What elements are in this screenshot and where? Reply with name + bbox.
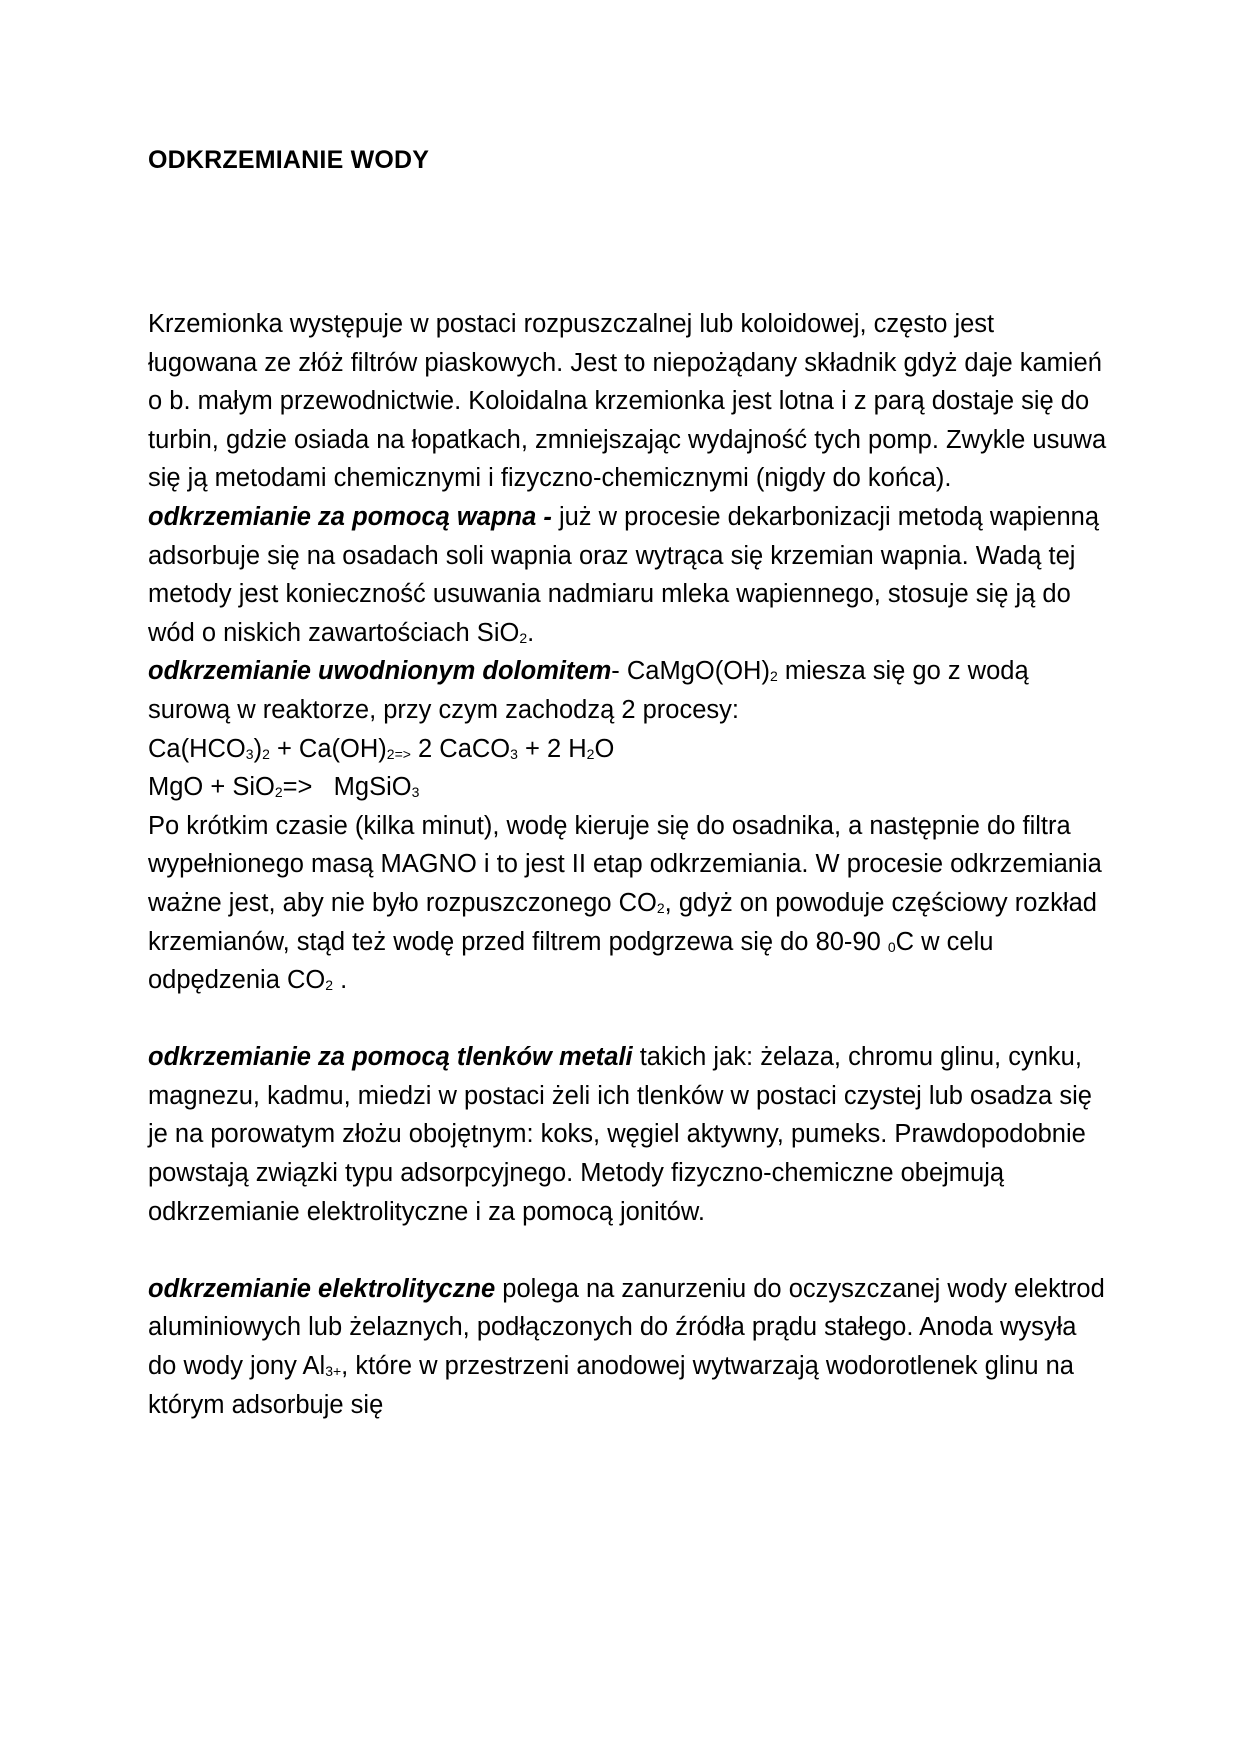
term-oxides: odkrzemianie za pomocą tlenków metali xyxy=(148,1043,633,1072)
process-text: Po krótkim czasie (kilka minut), wodę kieruje się do osadnika, a następnie do filtra wypełnionego masą MAGNO i to jest II etap odkrzemiania. W procesie odkrzemiania ważne jest, aby nie było rozpuszczonego CO xyxy=(148,811,1102,917)
term-electro: odkrzemianie elektrolityczne xyxy=(148,1274,496,1303)
paragraph-lime xyxy=(148,498,1108,652)
eq2-part: MgO + SiO xyxy=(148,773,275,802)
eq1-arrow: => xyxy=(394,745,411,762)
term-lime: odkrzemianie za pomocą wapna - xyxy=(148,502,552,531)
eq2-sub: 2 xyxy=(274,784,283,801)
eq1-part: 2 CaCO xyxy=(410,734,511,763)
process-sub: 0 xyxy=(887,938,896,955)
process-text: . xyxy=(333,966,348,995)
equation-1 xyxy=(148,730,1108,769)
intro-text: Krzemionka występuje w postaci rozpuszczalnej lub koloidowej, często jest ługowana ze złóż filtrów piaskowych. Jest to niepożądany składnik gdyż daje kamień o b. małym przewodnictwie. Koloidalna krzemionka jest lotna i z parą dostaje się do turbin, gdzie osiada na łopatkach, zmniejszając wydajność tych pomp. Zwykle usuwa się ją metodami chemicznymi i fizyczno-chemicznymi (nigdy do końca). xyxy=(148,310,1107,493)
paragraph-oxides xyxy=(148,1038,1108,1231)
eq1-part: O xyxy=(594,734,615,763)
eq1-part: ) xyxy=(253,734,263,763)
paragraph-gap xyxy=(148,1000,1108,1039)
dolomite-text-b: miesza się go z wodą surową w reaktorze, przy czym zachodzą 2 procesy: xyxy=(148,657,1029,724)
oxides-text: takich jak: żelaza, chromu glinu, cynku, magnezu, kadmu, miedzi w postaci żeli ich tlenków w postaci czystej lub osadza się je na porowatym złożu obojętnym: koks, węgiel aktywny, pumeks. Prawdopodobnie powstają związki typu adsorpcyjnego. Metody fizyczno-chemiczne obejmują odkrzemianie elektrolityczne i za pomocą jonitów. xyxy=(148,1043,1092,1226)
eq1-sub: 2 xyxy=(386,745,395,762)
paragraph-process xyxy=(148,807,1108,1000)
paragraph-dolomite xyxy=(148,652,1108,729)
paragraph-intro xyxy=(148,305,1108,498)
equation-2 xyxy=(148,768,1108,807)
eq1-part: + 2 H xyxy=(517,734,587,763)
document-body xyxy=(148,305,1108,1424)
lime-subscript: 2 xyxy=(519,629,528,646)
eq1-part: + Ca(OH) xyxy=(269,734,387,763)
eq1-sub: 2 xyxy=(262,745,270,762)
electro-superscript: 3+ xyxy=(325,1363,342,1380)
process-text: C w celu odpędzenia CO xyxy=(148,927,994,995)
process-text: , gdyż on powoduje częściowy rozkład krzemianów, stąd też wodę przed filtrem podgrzewa się do 80-90 xyxy=(148,888,1097,956)
lime-text: już w procesie dekarbonizacji metodą wapienną adsorbuje się na osadach soli wapnia oraz wytrąca się krzemian wapnia. Wadą tej metody jest konieczność usuwania nadmiaru mleka wapiennego, stosuje się ją do wód o niskich zawartościach SiO xyxy=(148,502,1100,647)
eq2-part: => MgSiO xyxy=(282,773,412,802)
dolomite-subscript: 2 xyxy=(769,668,778,685)
process-sub: 2 xyxy=(656,899,665,916)
eq1-sub: 3 xyxy=(245,745,254,762)
eq2-sub: 3 xyxy=(411,784,420,801)
eq1-sub: 3 xyxy=(510,745,518,762)
eq1-part: Ca(HCO xyxy=(148,734,246,763)
lime-end: . xyxy=(527,618,535,647)
electro-text-b: , które w przestrzeni anodowej wytwarzają wodorotlenek glinu na którym adsorbuje się xyxy=(148,1352,1074,1419)
electro-text-a: polega na zanurzeniu do oczyszczanej wody elektrod aluminiowych lub żelaznych, podłączonych do źródła prądu stałego. Anoda wysyła do wody jony Al xyxy=(148,1274,1105,1381)
eq1-sub: 2 xyxy=(586,745,595,762)
paragraph-electro xyxy=(148,1270,1108,1424)
dolomite-text-a: - CaMgO(OH) xyxy=(611,657,770,686)
process-sub: 2 xyxy=(325,977,334,994)
document-title: ODKRZEMIANIE WODY xyxy=(148,146,430,174)
term-dolomite: odkrzemianie uwodnionym dolomitem xyxy=(148,657,612,686)
paragraph-gap xyxy=(148,1231,1108,1270)
